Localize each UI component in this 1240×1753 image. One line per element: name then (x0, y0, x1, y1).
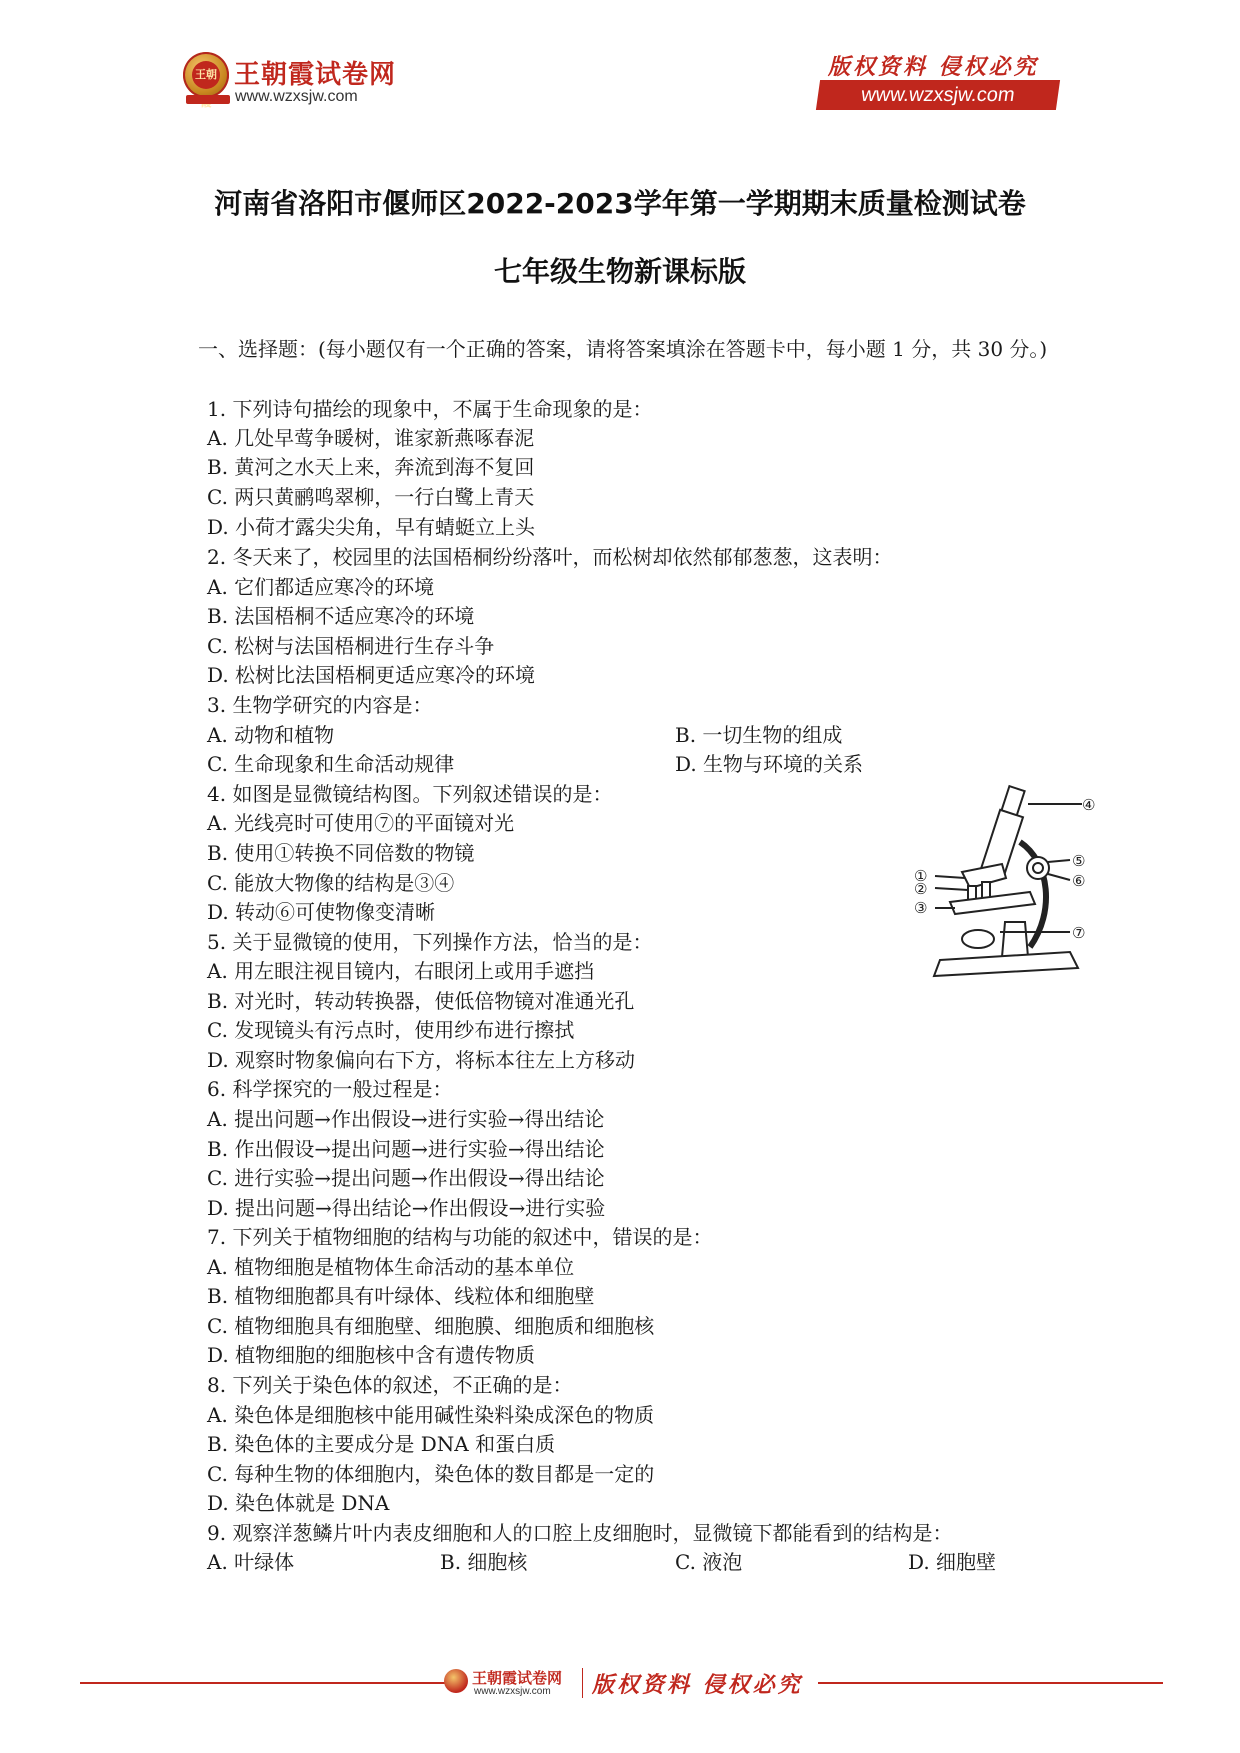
option: D. 生物与环境的关系 (675, 752, 864, 776)
option: D. 松树比法国梧桐更适应寒冷的环境 (207, 663, 536, 687)
stage (950, 892, 1035, 914)
copyright-notice: 版权资料 侵权必究 (828, 54, 1039, 80)
option: C. 发现镜头有污点时，使用纱布进行擦拭 (207, 1018, 575, 1042)
footer-divider (80, 1682, 445, 1684)
label-5: ⑤ (1072, 852, 1086, 870)
question-stem: 6. 科学探究的一般过程是： (207, 1077, 453, 1101)
section-label: 一、选择题： (198, 337, 318, 361)
option: D. 植物细胞的细胞核中含有遗传物质 (207, 1343, 536, 1367)
base (934, 952, 1078, 976)
option: B. 作出假设→提出问题→进行实验→得出结论 (207, 1137, 605, 1161)
question-stem: 9. 观察洋葱鳞片叶内表皮细胞和人的口腔上皮细胞时，显微镜下都能看到的结构是： (207, 1521, 953, 1545)
option: A. 植物细胞是植物体生命活动的基本单位 (207, 1255, 575, 1279)
option: B. 法国梧桐不适应寒冷的环境 (207, 604, 475, 628)
option: B. 染色体的主要成分是 DNA 和蛋白质 (207, 1432, 556, 1456)
option: D. 染色体就是 DNA (207, 1491, 390, 1515)
section-heading (158, 334, 1094, 364)
footer-copyright: 版权资料 侵权必究 (592, 1672, 803, 1698)
option: C. 松树与法国梧桐进行生存斗争 (207, 634, 495, 658)
label-1: ① (914, 867, 928, 885)
option: B. 使用①转换不同倍数的物镜 (207, 841, 475, 865)
option: A. 染色体是细胞核中能用碱性染料染成深色的物质 (207, 1403, 655, 1427)
option: C. 液泡 (675, 1550, 743, 1574)
label-6: ⑥ (1072, 872, 1086, 890)
option: C. 能放大物像的结构是③④ (207, 871, 455, 895)
option: D. 小荷才露尖尖角，早有蜻蜓立上头 (207, 515, 536, 539)
exam-subtitle: 七年级生物新课标版 (493, 255, 746, 288)
question-stem: 4. 如图是显微镜结构图。下列叙述错误的是： (207, 782, 613, 806)
option: C. 植物细胞具有细胞壁、细胞膜、细胞质和细胞核 (207, 1314, 655, 1338)
objective-lens (982, 882, 990, 898)
exam-title: 河南省洛阳市偃师区2022-2023学年第一学期期末质量检测试卷 (214, 187, 1026, 220)
logo-ribbon (186, 95, 230, 104)
option: A. 叶绿体 (207, 1550, 295, 1574)
option: C. 进行实验→提出问题→作出假设→得出结论 (207, 1166, 605, 1190)
footer-brand-url: www.wzxsjw.com (474, 1686, 551, 1697)
question-stem: 7. 下列关于植物细胞的结构与功能的叙述中，错误的是： (207, 1225, 713, 1249)
option: B. 一切生物的组成 (675, 723, 843, 747)
option: C. 每种生物的体细胞内，染色体的数目都是一定的 (207, 1462, 655, 1486)
footer-separator (582, 1668, 583, 1698)
option: D. 细胞壁 (908, 1550, 997, 1574)
coarse-focus-knob (1027, 857, 1049, 879)
option: D. 提出问题→得出结论→作出假设→进行实验 (207, 1196, 606, 1220)
brand-logo (183, 52, 229, 98)
option: B. 细胞核 (440, 1550, 528, 1574)
microscope-figure (910, 782, 1095, 994)
label-7: ⑦ (1072, 924, 1086, 942)
mirror (962, 930, 994, 948)
brand-name: 王朝霞试卷网 (234, 60, 397, 90)
url-banner: www.wzxsjw.com (816, 80, 1060, 110)
question-stem: 8. 下列关于染色体的叙述，不正确的是： (207, 1373, 573, 1397)
footer-brand-name: 王朝霞试卷网 (472, 1669, 563, 1687)
option: A. 光线亮时可使用⑦的平面镜对光 (207, 811, 515, 835)
label-2: ② (914, 880, 928, 898)
option: A. 提出问题→作出假设→进行实验→得出结论 (207, 1107, 605, 1131)
footer-logo (444, 1669, 468, 1693)
footer-divider (818, 1682, 1163, 1684)
option: D. 观察时物象偏向右下方，将标本往左上方移动 (207, 1048, 636, 1072)
option: C. 生命现象和生命活动规律 (207, 752, 455, 776)
question-stem: 3. 生物学研究的内容是： (207, 693, 433, 717)
option: D. 转动⑥可使物像变清晰 (207, 900, 436, 924)
option: B. 对光时，转动转换器，使低倍物镜对准通光孔 (207, 989, 635, 1013)
pillar (1002, 922, 1028, 957)
label-4: ④ (1082, 796, 1095, 814)
option: A. 几处早莺争暖树，谁家新燕啄春泥 (207, 426, 535, 450)
question-stem: 5. 关于显微镜的使用，下列操作方法，恰当的是： (207, 930, 653, 954)
brand-url: www.wzxsjw.com (235, 88, 358, 105)
option: A. 它们都适应寒冷的环境 (207, 575, 435, 599)
section-instruction: (每小题仅有一个正确的答案，请将答案填涂在答题卡中，每小题 1 分，共 30 分。) (318, 337, 1048, 361)
label-3: ③ (914, 899, 928, 917)
logo-badge-text: 王朝 (192, 61, 220, 89)
option: A. 用左眼注视目镜内，右眼闭上或用手遮挡 (207, 959, 595, 983)
option: B. 黄河之水天上来，奔流到海不复回 (207, 455, 535, 479)
question-stem: 2. 冬天来了，校园里的法国梧桐纷纷落叶，而松树却依然郁郁葱葱，这表明： (207, 545, 893, 569)
option: A. 动物和植物 (207, 723, 335, 747)
question-stem: 1. 下列诗句描绘的现象中，不属于生命现象的是： (207, 397, 653, 421)
option: B. 植物细胞都具有叶绿体、线粒体和细胞壁 (207, 1284, 595, 1308)
option: C. 两只黄鹂鸣翠柳，一行白鹭上青天 (207, 485, 535, 509)
